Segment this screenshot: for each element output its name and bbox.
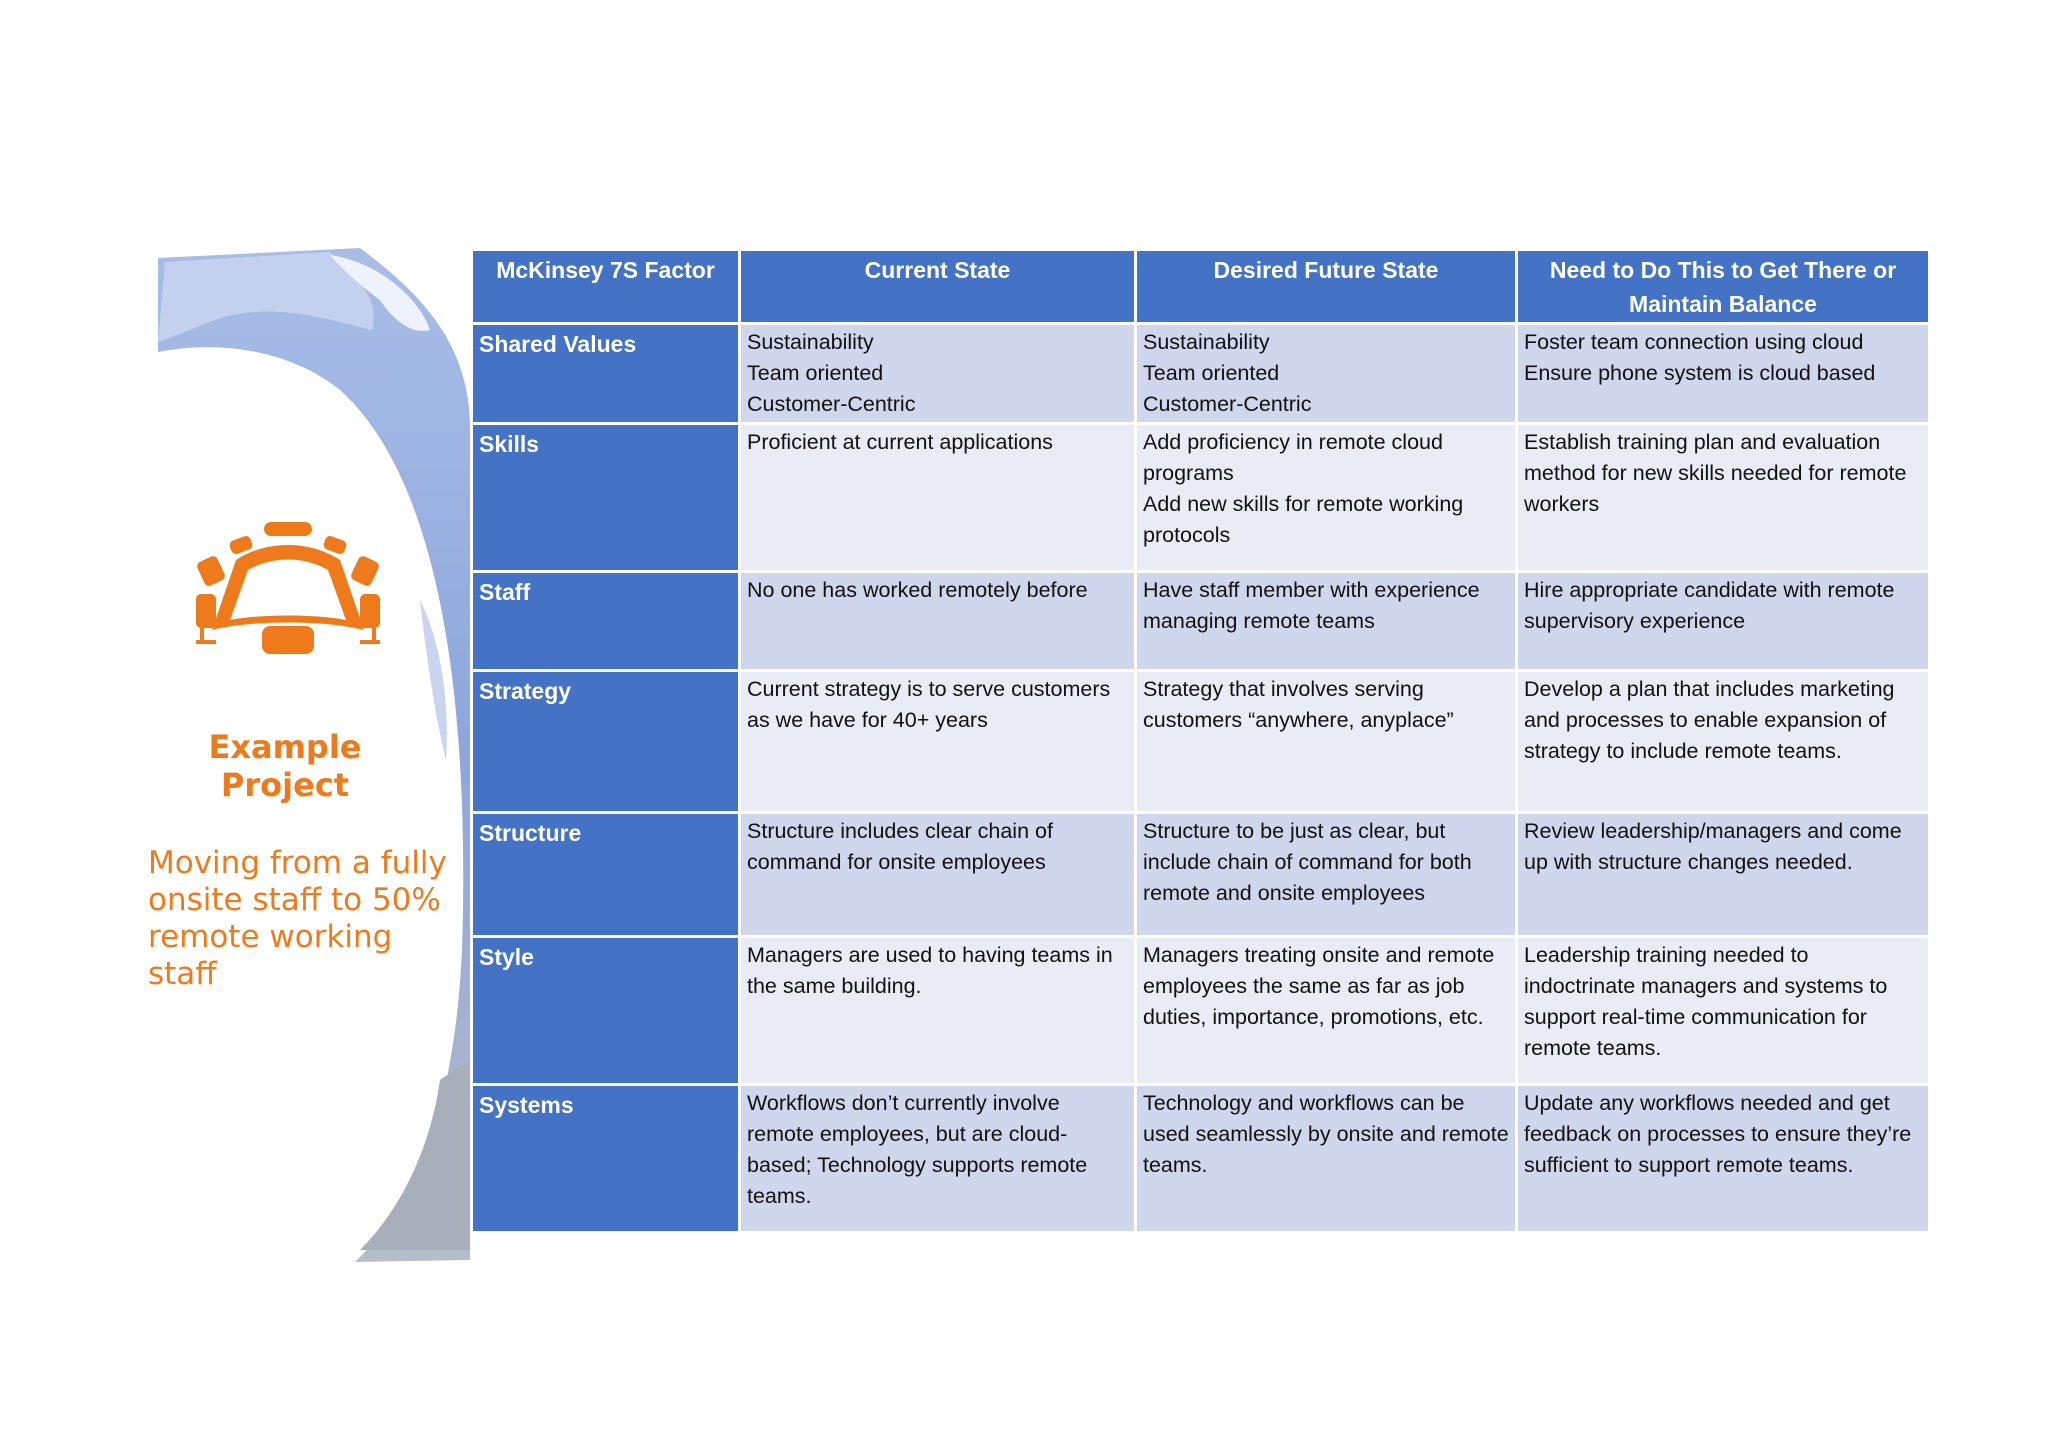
need-cell bbox=[1517, 813, 1930, 937]
cell-line: Hire appropriate candidate with remote supervisory experience bbox=[1524, 578, 1895, 633]
factor-cell: Skills bbox=[472, 424, 740, 572]
cell-line: Develop a plan that includes marketing and processes to enable expansion of strategy to include remote teams. bbox=[1524, 677, 1895, 763]
current-cell bbox=[740, 324, 1136, 424]
current-cell bbox=[740, 424, 1136, 572]
header-factor: McKinsey 7S Factor bbox=[472, 250, 740, 324]
need-cell bbox=[1517, 671, 1930, 813]
table-header-row bbox=[472, 250, 1930, 324]
cell-line: Managers treating onsite and remote employees the same as far as job duties, importance, promotions, etc. bbox=[1143, 943, 1495, 1029]
cell-line: Add proficiency in remote cloud programs bbox=[1143, 430, 1443, 485]
cell-line: Establish training plan and evaluation method for new skills needed for remote workers bbox=[1524, 430, 1907, 516]
cell-line: Review leadership/managers and come up with structure changes needed. bbox=[1524, 819, 1902, 874]
need-cell bbox=[1517, 1085, 1930, 1233]
cell-line: Team oriented bbox=[1143, 361, 1280, 385]
example-title: Example Project bbox=[208, 728, 362, 804]
cell-line: Strategy that involves serving customers “anywhere, anyplace” bbox=[1143, 677, 1454, 732]
factor-cell: Style bbox=[472, 937, 740, 1085]
current-cell bbox=[740, 572, 1136, 671]
cell-line: Add new skills for remote working protocols bbox=[1143, 492, 1464, 547]
factor-cell: Systems bbox=[472, 1085, 740, 1233]
example-subtitle: Moving from a fully onsite staff to 50% remote working staff bbox=[148, 845, 447, 992]
table-row bbox=[472, 572, 1930, 671]
table-row bbox=[472, 424, 1930, 572]
need-cell bbox=[1517, 324, 1930, 424]
need-cell bbox=[1517, 572, 1930, 671]
cell-line: Ensure phone system is cloud based bbox=[1524, 361, 1876, 385]
need-cell bbox=[1517, 937, 1930, 1085]
factor-cell: Shared Values bbox=[472, 324, 740, 424]
desired-cell bbox=[1136, 1085, 1517, 1233]
current-cell bbox=[740, 937, 1136, 1085]
desired-cell bbox=[1136, 671, 1517, 813]
table-row bbox=[472, 937, 1930, 1085]
current-cell bbox=[740, 813, 1136, 937]
current-cell bbox=[740, 1085, 1136, 1233]
cell-line: Sustainability bbox=[1143, 330, 1270, 354]
desired-cell bbox=[1136, 937, 1517, 1085]
mckinsey-7s-table bbox=[470, 248, 1931, 1234]
desired-cell bbox=[1136, 572, 1517, 671]
cell-line: Customer-Centric bbox=[747, 392, 916, 416]
cell-line: No one has worked remotely before bbox=[747, 578, 1088, 602]
factor-cell: Strategy bbox=[472, 671, 740, 813]
cell-line: Structure to be just as clear, but include chain of command for both remote and onsite employees bbox=[1143, 819, 1472, 905]
cell-line: Structure includes clear chain of command for onsite employees bbox=[747, 819, 1053, 874]
cell-line: Sustainability bbox=[747, 330, 874, 354]
cell-line: Proficient at current applications bbox=[747, 430, 1053, 454]
desired-cell bbox=[1136, 813, 1517, 937]
current-cell bbox=[740, 671, 1136, 813]
factor-cell: Structure bbox=[472, 813, 740, 937]
conference-table-icon bbox=[196, 520, 380, 656]
table-row bbox=[472, 324, 1930, 424]
desired-cell bbox=[1136, 424, 1517, 572]
header-current-state: Current State bbox=[740, 250, 1136, 324]
cell-line: Workflows don’t currently involve remote employees, but are cloud-based; Technology supports remote teams. bbox=[747, 1091, 1088, 1208]
header-need-to-do: Need to Do This to Get There or Maintain Balance bbox=[1517, 250, 1930, 324]
table-row bbox=[472, 671, 1930, 813]
need-cell bbox=[1517, 424, 1930, 572]
cell-line: Update any workflows needed and get feedback on processes to ensure they’re sufficient to support remote teams. bbox=[1524, 1091, 1912, 1177]
cell-line: Technology and workflows can be used seamlessly by onsite and remote teams. bbox=[1143, 1091, 1509, 1177]
cell-line: Managers are used to having teams in the same building. bbox=[747, 943, 1113, 998]
cell-line: Team oriented bbox=[747, 361, 884, 385]
table-row bbox=[472, 1085, 1930, 1233]
header-desired-future-state: Desired Future State bbox=[1136, 250, 1517, 324]
cell-line: Current strategy is to serve customers as we have for 40+ years bbox=[747, 677, 1111, 732]
cell-line: Foster team connection using cloud bbox=[1524, 330, 1864, 354]
desired-cell bbox=[1136, 324, 1517, 424]
cell-line: Have staff member with experience managing remote teams bbox=[1143, 578, 1480, 633]
factor-cell: Staff bbox=[472, 572, 740, 671]
cell-line: Leadership training needed to indoctrinate managers and systems to support real-time communication for remote teams. bbox=[1524, 943, 1888, 1060]
table-row bbox=[472, 813, 1930, 937]
cell-line: Customer-Centric bbox=[1143, 392, 1312, 416]
